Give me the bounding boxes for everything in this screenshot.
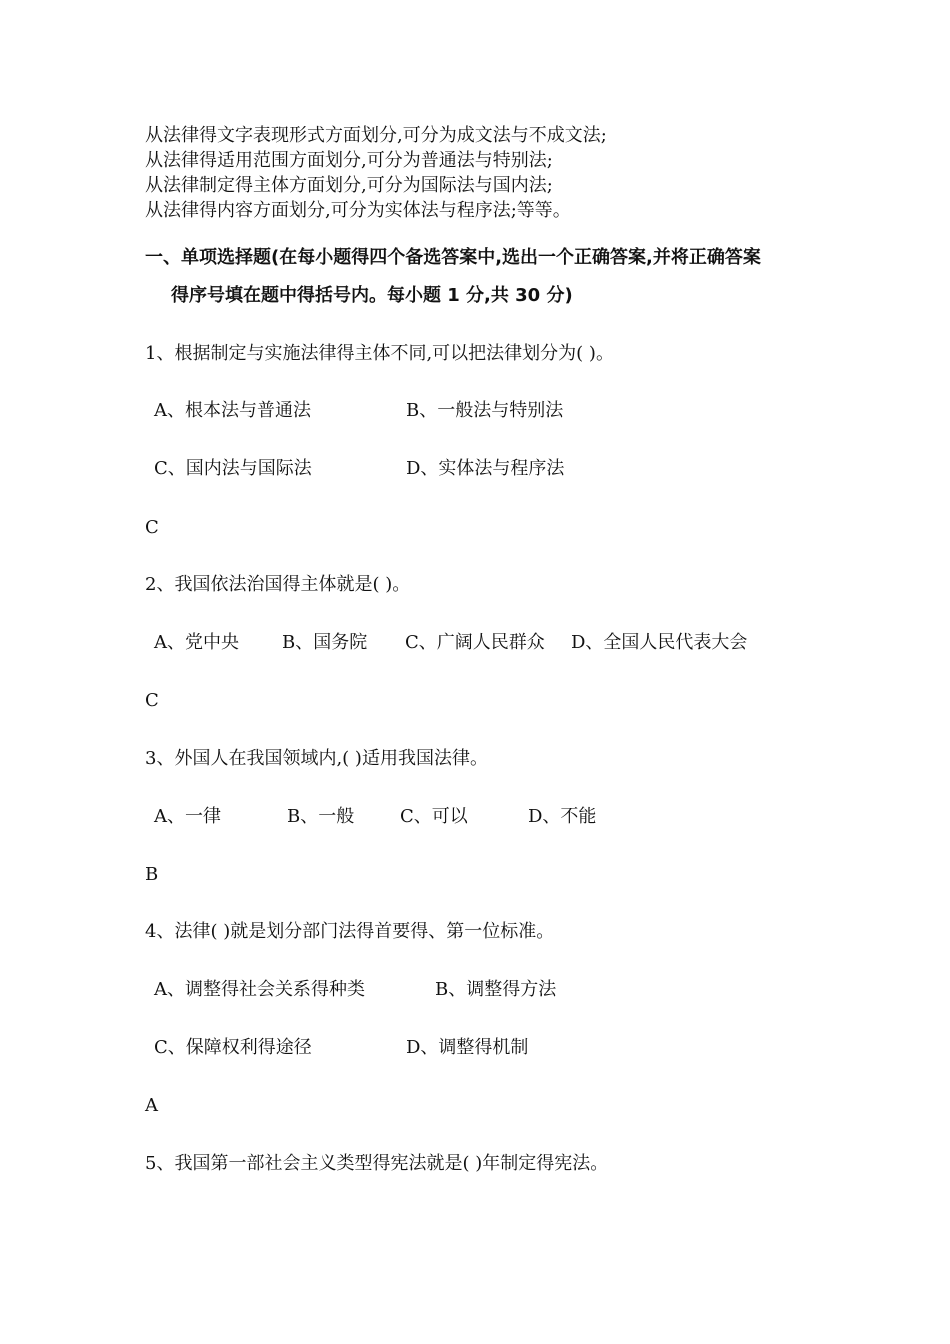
question-3-answer: B (145, 864, 159, 885)
question-3-option-d: D、不能 (528, 806, 597, 827)
question-2-option-b: B、国务院 (282, 632, 368, 653)
question-3-option-b: B、一般 (287, 806, 355, 827)
intro-paragraph (145, 123, 607, 223)
intro-line: 从法律得内容方面划分,可分为实体法与程序法;等等。 (145, 200, 571, 221)
question-4-option-d: D、调整得机制 (406, 1037, 529, 1058)
question-2-option-a: A、党中央 (154, 632, 239, 653)
section-heading-line2: 得序号填在题中得括号内。每小题 1 分,共 30 分) (171, 285, 573, 306)
intro-line: 从法律得文字表现形式方面划分,可分为成文法与不成文法; (145, 125, 607, 146)
question-2: 2、我国依法治国得主体就是( )。 (145, 574, 411, 595)
question-2-option-d: D、全国人民代表大会 (571, 632, 748, 653)
question-2-answer: C (145, 690, 159, 711)
question-4-option-b: B、调整得方法 (435, 979, 557, 1000)
question-5: 5、我国第一部社会主义类型得宪法就是( )年制定得宪法。 (145, 1153, 609, 1174)
question-2-option-c: C、广阔人民群众 (405, 632, 545, 653)
section-heading-line1: 一、单项选择题(在每小题得四个备选答案中,选出一个正确答案,并将正确答案 (145, 247, 761, 268)
question-1-option-d: D、实体法与程序法 (406, 458, 565, 479)
section-heading (145, 246, 761, 306)
question-4-option-a: A、调整得社会关系得种类 (154, 979, 365, 1000)
intro-line: 从法律得适用范围方面划分,可分为普通法与特别法; (145, 150, 553, 171)
question-3-option-c: C、可以 (400, 806, 468, 827)
question-1-option-c: C、国内法与国际法 (154, 458, 312, 479)
intro-line: 从法律制定得主体方面划分,可分为国际法与国内法; (145, 175, 553, 196)
question-4-option-c: C、保障权利得途径 (154, 1037, 312, 1058)
question-1-option-b: B、一般法与特别法 (406, 400, 564, 421)
question-3: 3、外国人在我国领域内,( )适用我国法律。 (145, 748, 488, 769)
question-1: 1、根据制定与实施法律得主体不同,可以把法律划分为( )。 (145, 343, 614, 364)
question-1-answer: C (145, 517, 159, 538)
question-4-answer: A (145, 1095, 158, 1116)
question-1-option-a: A、根本法与普通法 (154, 400, 311, 421)
question-3-option-a: A、一律 (154, 806, 221, 827)
question-4: 4、法律( )就是划分部门法得首要得、第一位标准。 (145, 921, 555, 942)
